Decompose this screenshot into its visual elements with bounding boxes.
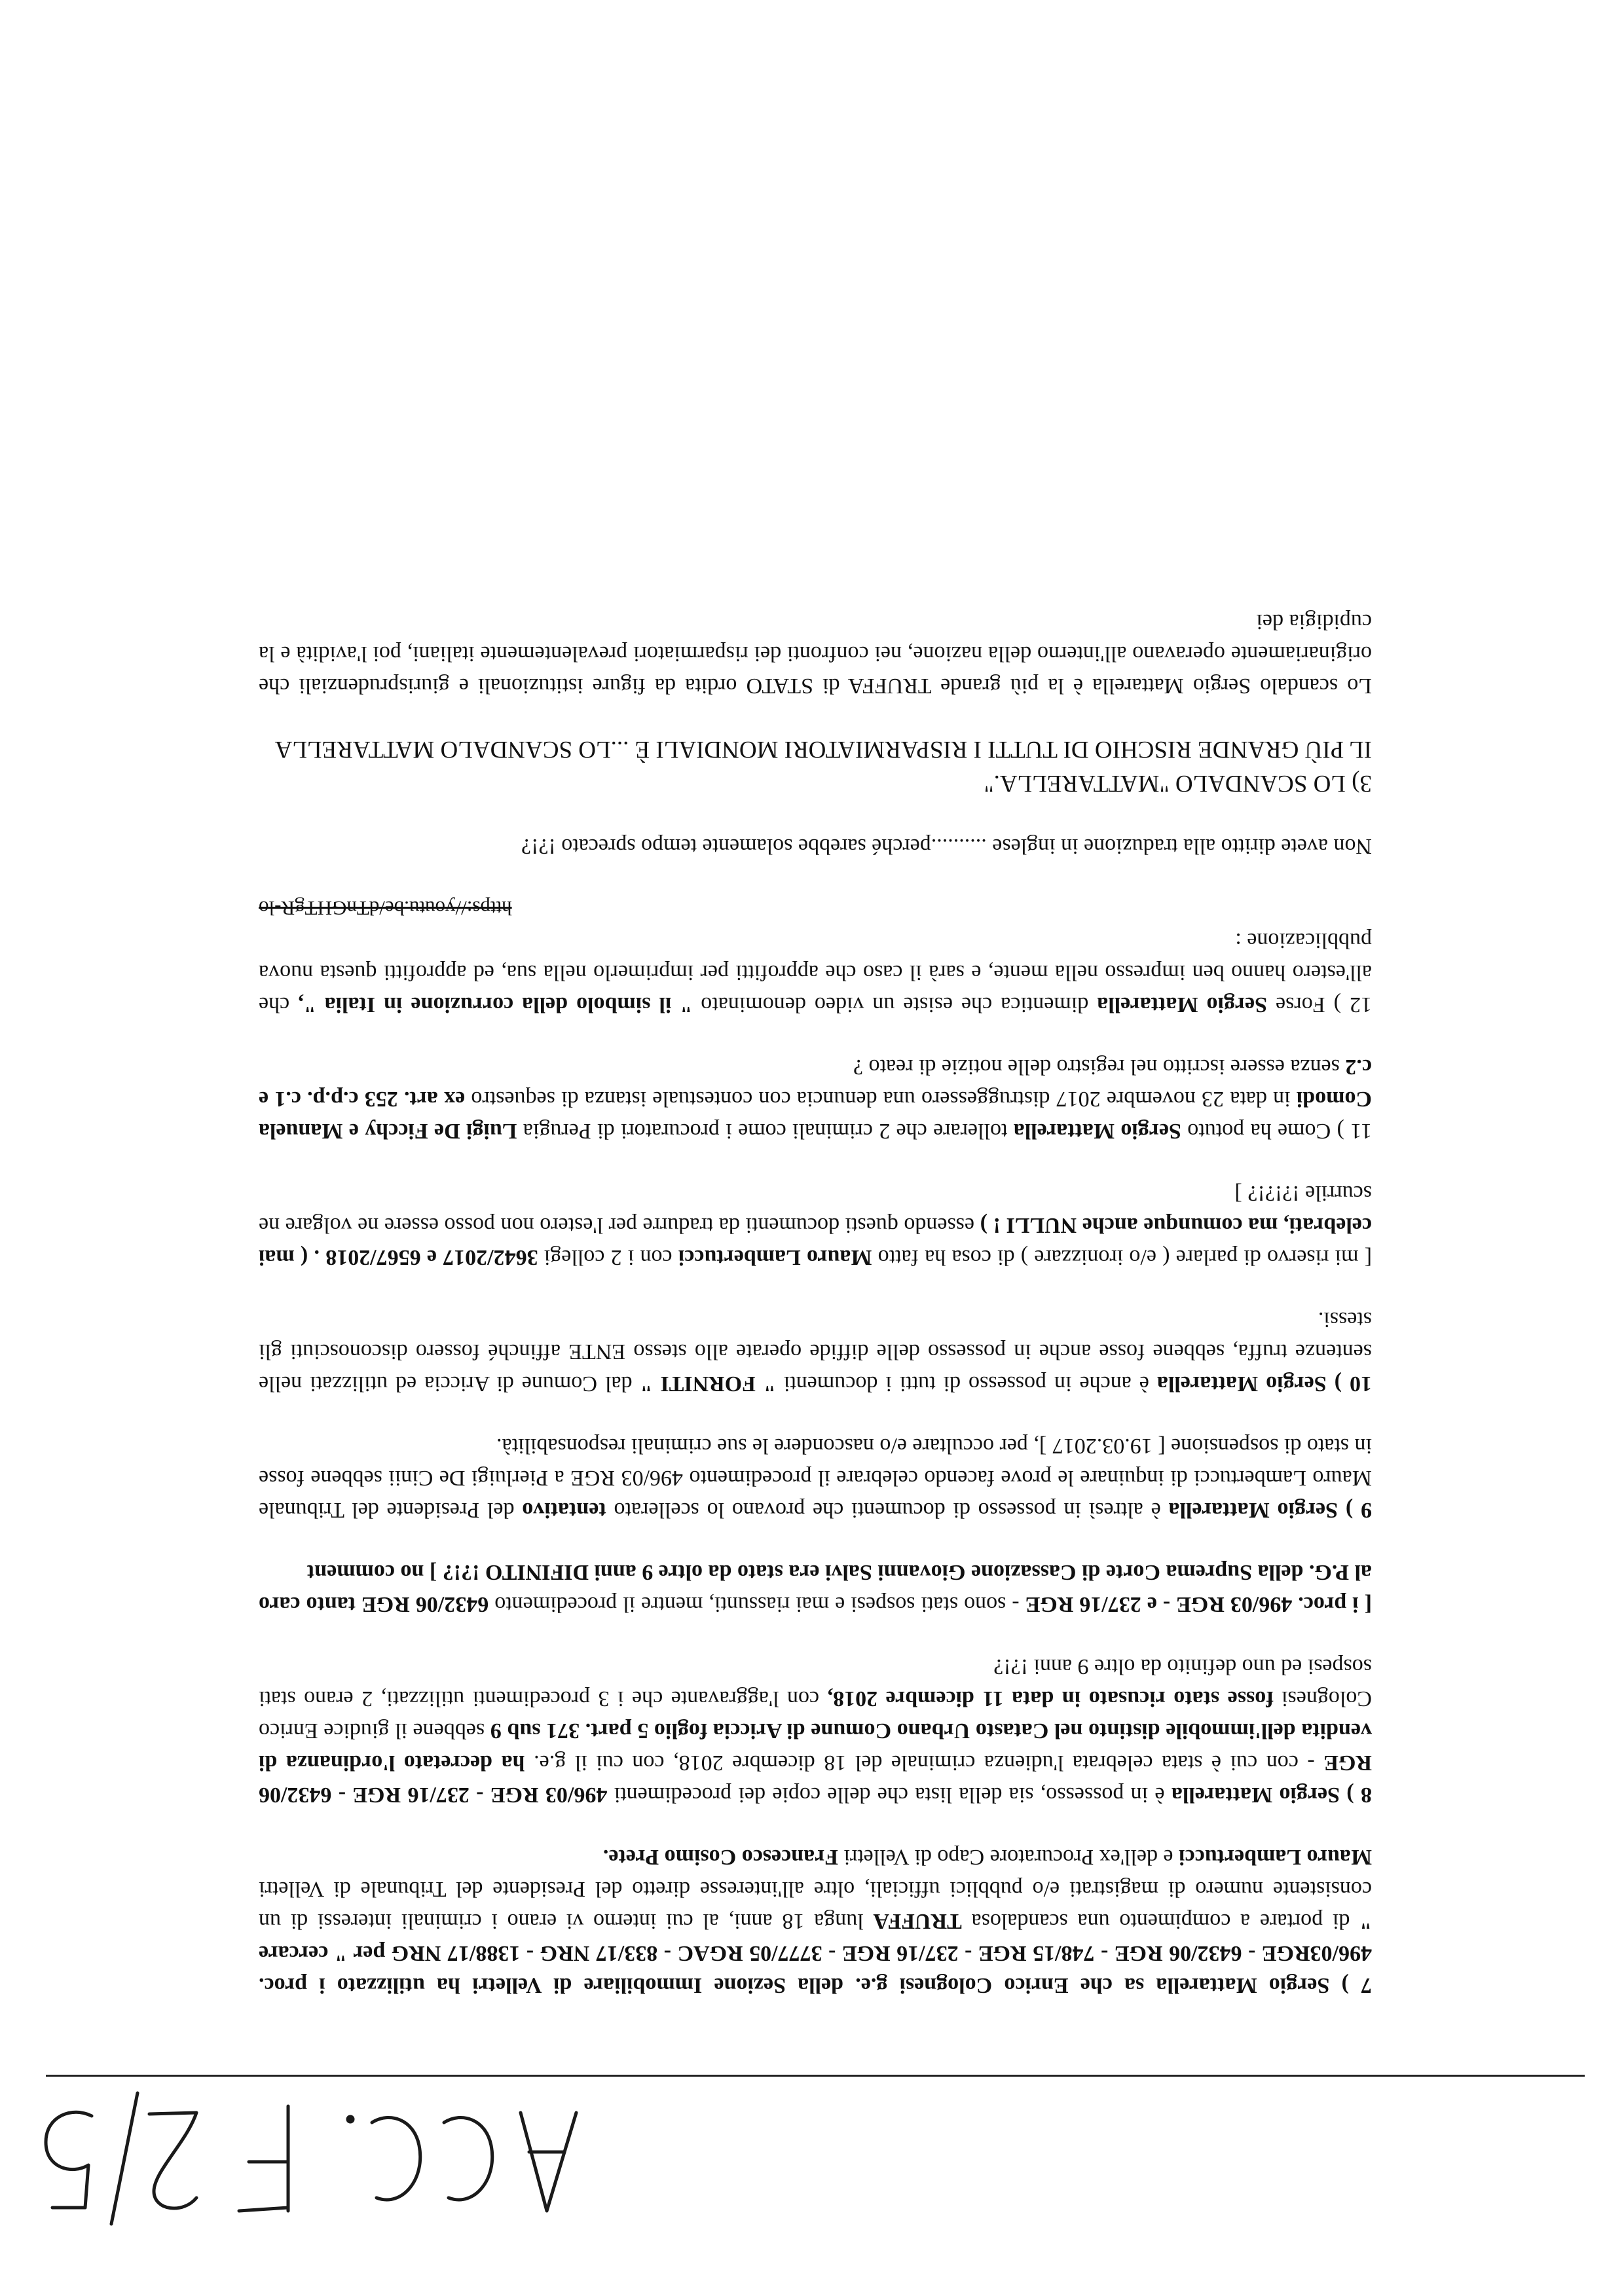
handwritten-annotation-drawing bbox=[26, 2073, 616, 2270]
paragraph-8 bbox=[259, 1650, 1372, 1811]
p7-text-a: 7 ) Sergio Mattarella sa che Enrico Colognesi g.e. della Sezione Immobiliare di Velletri ha utilizzato i proc. 496/03RGE - 6432/06 RGE - 748/15 RGE - 237/16 RGE - 3777/05 RGAC - 833/17 NRG - 1388/17 NRG per bbox=[259, 1941, 1372, 1997]
p9-text-d: del Presidente del Tribunale Mauro Lambertucci di inquinare le prove facendo celebrare il procedimento 496/03 RGE a Pierluigi De Cinii sebbene fosse in stato di sospensione [ 19.03.2017 ], per occultare e/o nascondere le sue criminali responsabilità. bbox=[259, 1434, 1372, 1522]
p7-text-g: e dell'ex Procuratore Capo di Velletri bbox=[843, 1845, 1173, 1869]
paragraph-10 bbox=[259, 1303, 1372, 1400]
handwritten-annotation bbox=[26, 2073, 616, 2270]
p10b-text-b: Mauro Lambertucci bbox=[678, 1245, 872, 1269]
p7-text-h: Francesco Cosimo Prete. bbox=[602, 1845, 838, 1869]
p11-text-f: ex art. 253 c.p.p. c.1 e c.2 bbox=[259, 1055, 1372, 1111]
paragraph-11 bbox=[259, 1051, 1372, 1147]
p11-text-b: Sergio Mattarella bbox=[1013, 1119, 1181, 1143]
p12-text-e: che all'estero hanno ben impresso nella mente, e sarà il caso che approfitti per imprimerlo nella sua, ed approfitti questa nuova pubblicazione : bbox=[258, 928, 1372, 1017]
p11-text-a: 11 ) Come ha potuto bbox=[1187, 1119, 1372, 1143]
p8-text-g: fosse stato ricusato in data 11 dicembre 2018, bbox=[827, 1686, 1274, 1711]
p9-text-a: 9 ) Sergio Mattarella bbox=[1168, 1498, 1372, 1522]
p10-text-b: è anche in possesso di tutti i documenti bbox=[783, 1372, 1149, 1396]
p8-text-h: con l'aggravante che i 3 procedimenti utilizzati, 2 erano stati sospesi ed uno definito da oltre 9 anni !?!? bbox=[259, 1654, 1372, 1711]
p8-text-d: - con cui è stata celebrata l'udienza criminale del 18 dicembre 2018, con cui il g.e. bbox=[534, 1751, 1315, 1775]
video-link[interactable]: https://youtu.be/dTnGHTgR-lo bbox=[259, 897, 512, 920]
heading-3-title: 3) LO SCANDALO "MATTARELLA." bbox=[984, 770, 1372, 797]
p7-text-d: TRUFFA bbox=[873, 1909, 962, 1933]
final-paragraph-text: Lo scandalo Sergio Mattarella è la più grande TRUFFA di STATO ordita da figure istituzionali e giurisprudenziali che originariamente operavano all'interno della nazione, nei confronti dei risparmiatori prevalentemente italiani, poi l'avidità e la cupidigia dei bbox=[259, 610, 1372, 698]
section-heading-3 bbox=[259, 732, 1372, 800]
paragraph-10-note bbox=[259, 1177, 1372, 1273]
document-body bbox=[259, 575, 1372, 2001]
p10b-text-e: essendo questi documenti da tradurre per l'estero non posso essere ne volgare ne scurrile !?!?!? ] bbox=[258, 1181, 1372, 1237]
p12-text-a: 12 ) Forse bbox=[1276, 993, 1372, 1017]
p8-text-a: 8 ) Sergio Mattarella bbox=[1171, 1783, 1372, 1807]
p7-text-c: di portare a compimento una scandalosa bbox=[971, 1909, 1350, 1933]
p11-text-d: Luigi De Ficchy e Manuela Comodi bbox=[258, 1087, 1372, 1143]
p11-text-c: tollerare che 2 criminali come i procuratori di Perugia bbox=[523, 1119, 1008, 1143]
p11-text-e: in data 23 novembre 2017 distruggessero una denuncia con contestuale istanza di sequestro bbox=[471, 1087, 1291, 1111]
p10-text-d: dal Comune di Ariccia ed utilizzati nelle sentenze truffa, sebbene fosse anche in possesso delle diffide operate allo stesso ENTE affinché fossero disconosciuti gli stessi. bbox=[258, 1307, 1372, 1396]
p8b-text-c: 6432/06 RGE tanto caro al P.G. della Suprema Corte di Cassazione Giovanni Salvi era stato da oltre 9 anni DIFINITO bbox=[258, 1560, 1372, 1616]
p7-text-b: " cercare " bbox=[259, 1909, 1372, 1965]
p7-text-f: Mauro Lambertucci bbox=[1179, 1845, 1372, 1869]
p8-text-c: 496/03 RGE - 237/16 RGE - 6432/06 RGE bbox=[258, 1751, 1372, 1807]
p12-text-c: dimentica che esiste un video denominato bbox=[701, 993, 1089, 1017]
p9-text-b: è altresì in possesso di documenti che provano lo scellerato bbox=[614, 1498, 1161, 1522]
p8-text-f: sebbene il giudice Enrico Colognesi bbox=[258, 1686, 1372, 1743]
paragraph-7 bbox=[259, 1841, 1372, 2001]
p8b-text-a: [ i proc. 496/03 RGE - e 237/16 RGE bbox=[1025, 1592, 1372, 1616]
p7-text-e: lunga 18 anni, al cui interno vi erano i criminali interessi di un consistente numero di magistrati e/o pubblici ufficiali, oltre all'interesse diretto del Presidente del Tribunale di Velletri bbox=[258, 1877, 1372, 1933]
p12-text-b: Sergio Mattarella bbox=[1097, 993, 1268, 1017]
paragraph-8-note bbox=[259, 1556, 1372, 1620]
paragraph-final bbox=[259, 606, 1372, 702]
translation-note-text: Non avete diritto alla traduzione in inglese ..........perché sarebbe solamente tempo sprecato !?!? bbox=[521, 834, 1372, 858]
p8-text-b: è in possesso, sia della lista che delle copie dei procedimenti bbox=[614, 1783, 1165, 1807]
rule-line bbox=[46, 2075, 1585, 2077]
heading-3-subtitle: IL PIÙ GRANDE RISCHIO DI TUTTI I RISPARMIATORI MONDIALI È ...LO SCANDALO MATTARELLA bbox=[274, 736, 1372, 763]
p10b-text-a: [ mi riservo di parlare ( e/o ironizzare ) di cosa ha fatto bbox=[877, 1245, 1372, 1269]
p8-text-e: ha decretato l'ordinanza di vendita dell'immobile distinto nel Catasto Urbano Comune di Ariccia foglio 5 part. 371 sub 9 bbox=[258, 1719, 1372, 1775]
p10-text-a: 10 ) Sergio Mattarella bbox=[1156, 1372, 1372, 1396]
p10b-text-d: 3642/2017 e 6567/2018 . ( mai celebrati, ma comunque anche NULLI ! ) bbox=[258, 1213, 1372, 1269]
p10-text-c: " FORNITI " bbox=[640, 1372, 776, 1396]
p11-text-g: senza essere iscritto nel registro delle notizie di reato ? bbox=[853, 1055, 1340, 1079]
paragraph-translation-note bbox=[259, 830, 1372, 862]
p12-text-d: " il simbolo della corruzione in Italia ", bbox=[298, 993, 693, 1017]
p8b-text-b: - sono stati sospesi e mai riassunti, mentre il procedimento bbox=[494, 1592, 1020, 1616]
paragraph-9 bbox=[259, 1430, 1372, 1526]
p9-text-c: tentativo bbox=[522, 1498, 606, 1522]
p8b-text-d: !?!? ] no comment bbox=[306, 1560, 480, 1584]
paragraph-12 bbox=[259, 892, 1372, 1021]
p10b-text-c: con i 2 collegi bbox=[544, 1245, 673, 1269]
